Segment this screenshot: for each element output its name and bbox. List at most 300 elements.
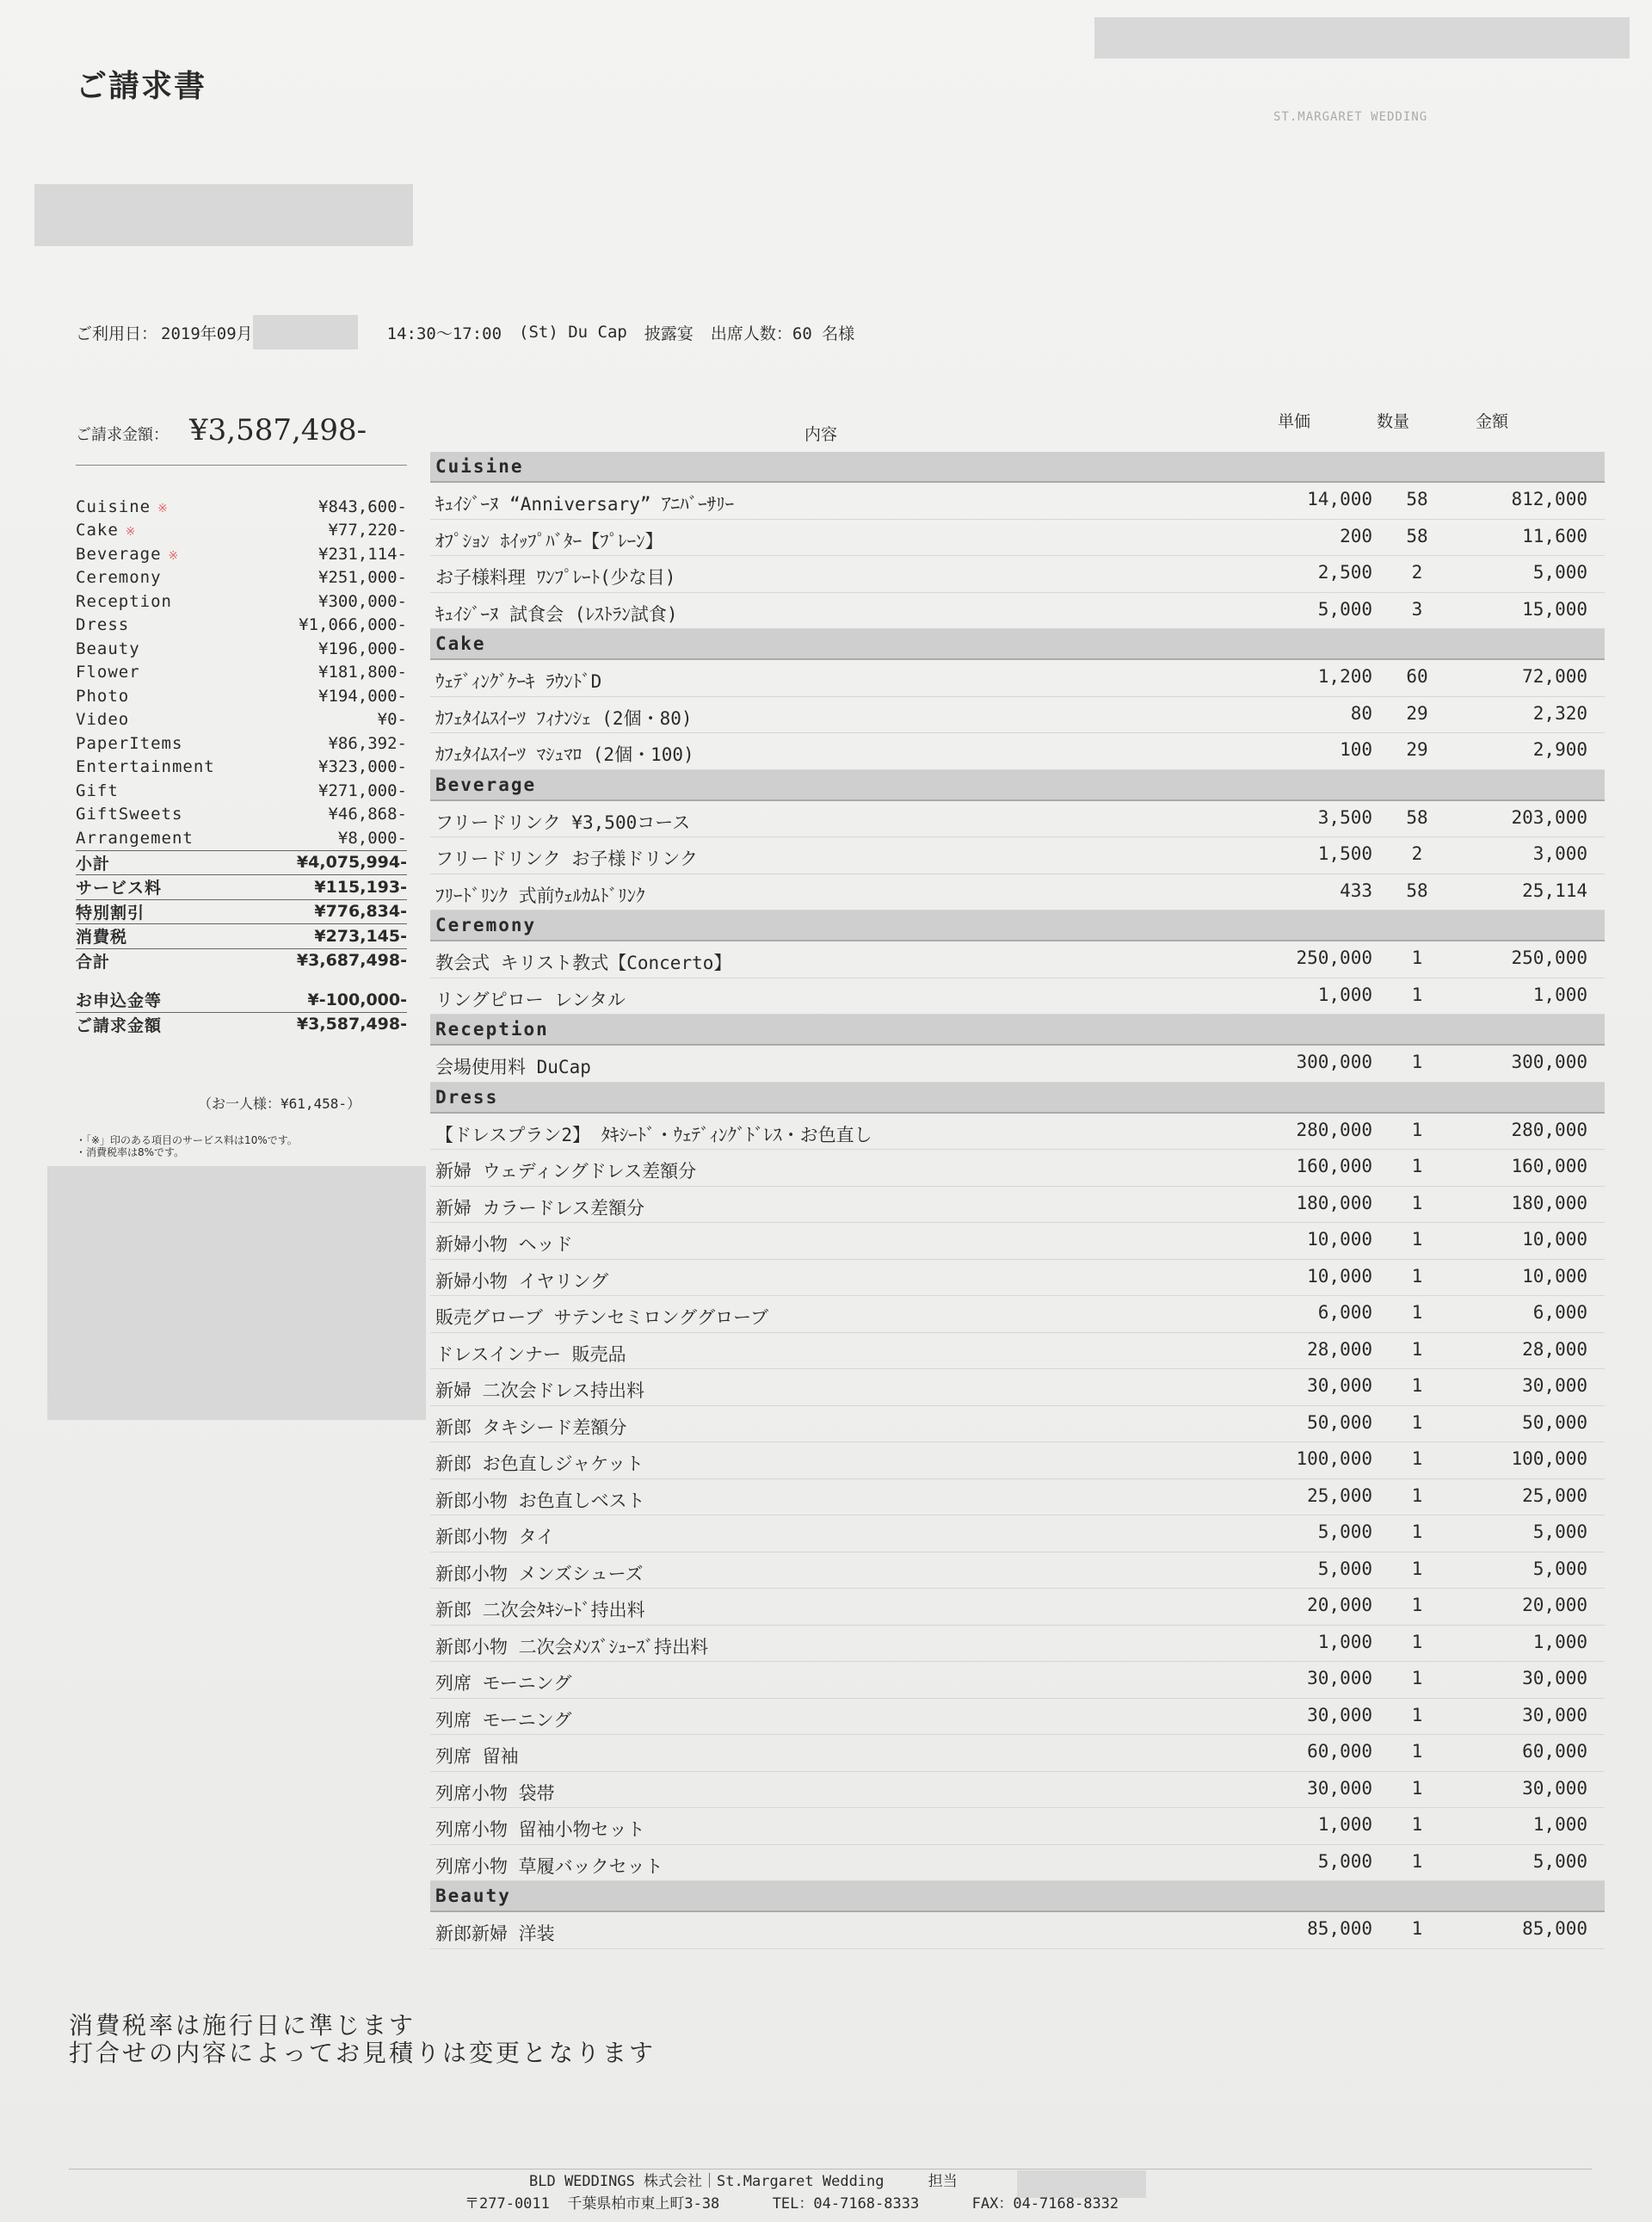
summary-label bbox=[76, 497, 169, 516]
footnote-line: 消費税率は施行日に準じます bbox=[69, 2011, 416, 2040]
table-row bbox=[430, 1699, 1605, 1736]
item-name: ドレスインナー 販売品 bbox=[435, 1343, 626, 1365]
summary-value: ¥77,220- bbox=[328, 521, 407, 540]
usage-attendance: 出席人数：60 名様 bbox=[710, 324, 855, 343]
per-person-amount: （お一人様：¥61,458-） bbox=[198, 1096, 361, 1112]
item-amount: 203,000 bbox=[1511, 806, 1587, 828]
item-quantity: 1 bbox=[1411, 1521, 1423, 1542]
item-quantity: 1 bbox=[1411, 1814, 1423, 1835]
item-quantity: 3 bbox=[1411, 598, 1423, 620]
note-line: ・「※」印のある項目のサービス料は10%です。 bbox=[76, 1134, 298, 1146]
usage-time: 14:30～17:00 bbox=[386, 324, 502, 343]
section-header: Ceremony bbox=[430, 910, 1605, 941]
table-row bbox=[430, 556, 1605, 593]
summary-row bbox=[76, 988, 407, 1012]
item-amount: 30,000 bbox=[1522, 1375, 1587, 1396]
item-amount: 160,000 bbox=[1511, 1156, 1587, 1176]
summary-label bbox=[76, 521, 137, 540]
summary-label bbox=[76, 757, 215, 776]
summary-row bbox=[76, 684, 407, 708]
item-name: お子様料理 ﾜﾝﾌﾟﾚｰﾄ(少な目) bbox=[435, 567, 676, 588]
item-amount: 28,000 bbox=[1522, 1338, 1587, 1360]
table-row bbox=[430, 593, 1605, 630]
item-quantity: 29 bbox=[1406, 702, 1428, 724]
summary-row bbox=[76, 850, 407, 875]
table-row bbox=[430, 1187, 1605, 1224]
table-row bbox=[430, 483, 1605, 520]
item-unit-price: 10,000 bbox=[1307, 1229, 1372, 1250]
item-amount: 1,000 bbox=[1532, 1814, 1587, 1835]
item-unit-price: 85,000 bbox=[1307, 1918, 1372, 1939]
item-amount: 30,000 bbox=[1522, 1777, 1587, 1799]
redacted-block bbox=[34, 184, 413, 246]
table-row bbox=[430, 1150, 1605, 1187]
item-amount: 2,900 bbox=[1532, 739, 1587, 760]
header-amount: 金額 bbox=[1476, 412, 1509, 431]
section-header: Beverage bbox=[430, 770, 1605, 801]
table-row bbox=[430, 1515, 1605, 1552]
item-name: 新婦 二次会ドレス持出料 bbox=[435, 1380, 645, 1401]
item-unit-price: 10,000 bbox=[1307, 1265, 1372, 1287]
summary-value: ¥251,000- bbox=[318, 568, 407, 588]
summary-value: ¥273,145- bbox=[314, 926, 407, 946]
item-quantity: 1 bbox=[1411, 1558, 1423, 1579]
section-header: Cake bbox=[430, 629, 1605, 660]
item-amount: 1,000 bbox=[1532, 1631, 1587, 1652]
item-name: ｶﾌｪﾀｲﾑｽｲｰﾂ ﾌｨﾅﾝｼｪ (2個・80) bbox=[435, 707, 693, 729]
table-row bbox=[430, 1772, 1605, 1809]
item-amount: 6,000 bbox=[1532, 1302, 1587, 1323]
service-mark-icon: ※ bbox=[168, 548, 180, 563]
item-quantity: 60 bbox=[1406, 666, 1428, 687]
item-quantity: 1 bbox=[1411, 1229, 1423, 1250]
item-quantity: 58 bbox=[1406, 806, 1428, 828]
item-unit-price: 250,000 bbox=[1296, 947, 1372, 968]
footer-company: BLD WEDDINGS 株式会社｜St.Margaret Wedding 担当 bbox=[529, 2173, 958, 2190]
summary-row bbox=[76, 614, 407, 638]
summary-label-text: Entertainment bbox=[76, 757, 215, 777]
item-unit-price: 300,000 bbox=[1296, 1052, 1372, 1072]
table-body bbox=[430, 452, 1605, 1949]
footnote-line: 打合せの内容によってお見積りは変更となります bbox=[69, 2039, 656, 2067]
usage-date: 2019年09月 bbox=[161, 324, 253, 343]
summary-label-text: 合計 bbox=[76, 952, 111, 972]
redacted-block bbox=[47, 1166, 426, 1420]
summary-row bbox=[76, 566, 407, 590]
item-amount: 5,000 bbox=[1532, 1558, 1587, 1579]
item-amount: 180,000 bbox=[1511, 1192, 1587, 1213]
item-quantity: 2 bbox=[1411, 562, 1423, 583]
summary-label bbox=[76, 687, 129, 706]
item-unit-price: 30,000 bbox=[1307, 1375, 1372, 1396]
summary-label bbox=[76, 615, 129, 634]
item-unit-price: 30,000 bbox=[1307, 1777, 1372, 1799]
summary-row bbox=[76, 637, 407, 661]
summary-value: ¥1,066,000- bbox=[299, 615, 407, 635]
summary-label-text: 消費税 bbox=[76, 928, 128, 947]
summary-label-text: Photo bbox=[76, 686, 130, 706]
section-header: Cuisine bbox=[430, 452, 1605, 483]
item-quantity: 1 bbox=[1411, 1741, 1423, 1762]
item-amount: 300,000 bbox=[1511, 1052, 1587, 1072]
table-row bbox=[430, 1296, 1605, 1333]
summary-label-text: お申込金等 bbox=[76, 991, 163, 1011]
item-unit-price: 100 bbox=[1340, 739, 1372, 760]
summary-row bbox=[76, 874, 407, 899]
item-amount: 1,000 bbox=[1532, 984, 1587, 1005]
item-name: ｷｭｲｼﾞｰﾇ 試食会 (ﾚｽﾄﾗﾝ試食) bbox=[435, 603, 678, 625]
item-quantity: 1 bbox=[1411, 1777, 1423, 1799]
table-row bbox=[430, 1912, 1605, 1949]
item-name: ｷｭｲｼﾞｰﾇ “Anniversary” ｱﾆﾊﾞｰｻﾘｰ bbox=[435, 494, 735, 515]
summary-row bbox=[76, 708, 407, 732]
summary-row bbox=[76, 826, 407, 850]
summary-label bbox=[76, 949, 110, 972]
item-name: フリードリンク ¥3,500コース bbox=[435, 812, 691, 833]
item-quantity: 1 bbox=[1411, 1595, 1423, 1615]
item-name: 新郎小物 タイ bbox=[435, 1527, 555, 1547]
section-header: Beauty bbox=[430, 1881, 1605, 1912]
summary-row bbox=[76, 542, 407, 566]
item-unit-price: 1,000 bbox=[1317, 1814, 1372, 1835]
table-row bbox=[430, 1626, 1605, 1663]
item-unit-price: 1,000 bbox=[1317, 1631, 1372, 1652]
usage-venue: (St) Du Cap bbox=[519, 323, 627, 342]
logo-watermark: ST.MARGARET WEDDING bbox=[1273, 110, 1428, 124]
item-amount: 11,600 bbox=[1522, 525, 1587, 546]
service-mark-icon: ※ bbox=[125, 525, 137, 540]
table-row bbox=[430, 1662, 1605, 1699]
item-quantity: 1 bbox=[1411, 1448, 1423, 1469]
item-amount: 3,000 bbox=[1532, 843, 1587, 864]
summary-label bbox=[76, 639, 140, 658]
item-quantity: 2 bbox=[1411, 843, 1423, 864]
item-unit-price: 60,000 bbox=[1307, 1741, 1372, 1762]
item-unit-price: 28,000 bbox=[1307, 1338, 1372, 1360]
summary-value: ¥196,000- bbox=[318, 639, 407, 658]
summary-label-text: Gift bbox=[76, 781, 119, 800]
summary-value: ¥86,392- bbox=[328, 733, 407, 753]
item-name: ｵﾌﾟｼｮﾝ ﾎｲｯﾌﾟﾊﾞﾀｰ【ﾌﾟﾚｰﾝ】 bbox=[435, 530, 663, 552]
item-unit-price: 80 bbox=[1350, 702, 1372, 724]
item-unit-price: 5,000 bbox=[1317, 598, 1372, 620]
summary-label-text: PaperItems bbox=[76, 733, 183, 753]
table-row bbox=[430, 837, 1605, 874]
invoice-title: ご請求書 bbox=[76, 69, 207, 104]
table-row bbox=[430, 1552, 1605, 1589]
table-row bbox=[430, 520, 1605, 557]
item-amount: 280,000 bbox=[1511, 1119, 1587, 1140]
item-unit-price: 433 bbox=[1340, 880, 1372, 901]
item-quantity: 1 bbox=[1411, 1375, 1423, 1396]
item-unit-price: 5,000 bbox=[1317, 1558, 1372, 1579]
item-name: 新婦小物 ヘッド bbox=[435, 1234, 573, 1255]
table-header bbox=[430, 409, 1605, 452]
summary-row bbox=[76, 899, 407, 924]
item-amount: 812,000 bbox=[1511, 489, 1587, 509]
billing-amount bbox=[76, 413, 407, 447]
item-amount: 10,000 bbox=[1522, 1265, 1587, 1287]
item-name: 新郎新婦 洋装 bbox=[435, 1923, 555, 1944]
item-name: 会場使用料 DuCap bbox=[435, 1057, 591, 1077]
item-quantity: 1 bbox=[1411, 947, 1423, 968]
summary-label-text: Cake bbox=[76, 521, 119, 540]
item-name: 列席小物 袋帯 bbox=[435, 1782, 555, 1804]
item-name: 列席 モーニング bbox=[435, 1673, 572, 1694]
summary-label bbox=[76, 545, 179, 564]
table-row bbox=[430, 1046, 1605, 1083]
table-row bbox=[430, 978, 1605, 1015]
item-name: 列席 モーニング bbox=[435, 1709, 572, 1731]
table-row bbox=[430, 941, 1605, 978]
notes bbox=[76, 1134, 298, 1158]
item-unit-price: 30,000 bbox=[1307, 1668, 1372, 1688]
item-unit-price: 280,000 bbox=[1296, 1119, 1372, 1140]
summary-list bbox=[76, 495, 407, 1036]
item-unit-price: 1,500 bbox=[1317, 843, 1372, 864]
service-mark-icon: ※ bbox=[157, 501, 169, 515]
summary-label-text: Dress bbox=[76, 615, 130, 635]
table-row bbox=[430, 660, 1605, 697]
item-unit-price: 6,000 bbox=[1317, 1302, 1372, 1323]
item-quantity: 1 bbox=[1411, 1850, 1423, 1872]
summary-row bbox=[76, 731, 407, 756]
summary-label-text: Flower bbox=[76, 663, 140, 682]
summary-label bbox=[76, 710, 129, 729]
item-unit-price: 3,500 bbox=[1317, 806, 1372, 828]
summary-row bbox=[76, 923, 407, 948]
summary-label bbox=[76, 875, 162, 898]
summary-label bbox=[76, 734, 182, 753]
section-header: Dress bbox=[430, 1083, 1605, 1114]
item-quantity: 1 bbox=[1411, 1052, 1423, 1072]
item-amount: 5,000 bbox=[1532, 562, 1587, 583]
summary-label-text: GiftSweets bbox=[76, 805, 183, 824]
item-name: 教会式 キリスト教式【Concerto】 bbox=[435, 953, 732, 973]
item-name: 列席小物 留袖小物セット bbox=[435, 1819, 645, 1840]
item-quantity: 29 bbox=[1406, 739, 1428, 760]
item-unit-price: 1,000 bbox=[1317, 984, 1372, 1005]
item-name: 新婦小物 イヤリング bbox=[435, 1270, 609, 1292]
item-unit-price: 100,000 bbox=[1296, 1448, 1372, 1469]
item-quantity: 1 bbox=[1411, 1119, 1423, 1140]
item-name: 新郎 タキシード差額分 bbox=[435, 1417, 627, 1438]
item-amount: 85,000 bbox=[1522, 1918, 1587, 1939]
item-unit-price: 20,000 bbox=[1307, 1595, 1372, 1615]
summary-row bbox=[76, 495, 407, 519]
item-name: ﾌﾘｰﾄﾞﾘﾝｸ 式前ｳｪﾙｶﾑﾄﾞﾘﾝｸ bbox=[435, 885, 645, 906]
summary-row bbox=[76, 661, 407, 685]
item-name: 【ドレスプラン2】 ﾀｷｼｰﾄﾞ・ｳｪﾃﾞｨﾝｸﾞﾄﾞﾚｽ・お色直し bbox=[435, 1124, 872, 1145]
summary-value: ¥271,000- bbox=[318, 781, 407, 800]
usage-date-label: ご利用日： bbox=[76, 324, 158, 343]
summary-value: ¥843,600- bbox=[318, 497, 407, 516]
item-name: 新婦 ウェディングドレス差額分 bbox=[435, 1161, 697, 1182]
item-quantity: 1 bbox=[1411, 1411, 1423, 1433]
item-quantity: 1 bbox=[1411, 1704, 1423, 1725]
item-name: ｳｪﾃﾞｨﾝｸﾞｹｰｷ ﾗｳﾝﾄﾞD bbox=[435, 671, 602, 692]
item-unit-price: 50,000 bbox=[1307, 1411, 1372, 1433]
item-amount: 20,000 bbox=[1522, 1595, 1587, 1615]
summary-value: ¥181,800- bbox=[318, 663, 407, 682]
item-quantity: 1 bbox=[1411, 1265, 1423, 1287]
summary-label-text: Ceremony bbox=[76, 568, 162, 588]
note-line: ・消費税率は8%です。 bbox=[76, 1146, 185, 1158]
header-content: 内容 bbox=[804, 425, 838, 444]
item-name: 新郎 二次会ﾀｷｼｰﾄﾞ持出料 bbox=[435, 1600, 645, 1620]
item-name: 新郎 お色直しジャケット bbox=[435, 1454, 644, 1474]
item-quantity: 1 bbox=[1411, 1484, 1423, 1506]
summary-row bbox=[76, 1012, 407, 1037]
summary-row bbox=[76, 519, 407, 543]
summary-value: ¥4,075,994- bbox=[296, 853, 407, 873]
item-quantity: 1 bbox=[1411, 1918, 1423, 1939]
summary-value: ¥776,834- bbox=[314, 902, 407, 922]
billing-amount-value: ¥3,587,498- bbox=[189, 413, 367, 447]
summary-label bbox=[76, 1013, 162, 1036]
summary-label-text: 特別割引 bbox=[76, 903, 145, 923]
billing-amount-label: ご請求金額： bbox=[76, 426, 169, 444]
table-row bbox=[430, 1369, 1605, 1406]
summary-label bbox=[76, 568, 162, 587]
item-amount: 25,114 bbox=[1522, 880, 1587, 901]
summary-label-text: Cuisine bbox=[76, 497, 151, 516]
summary-value: ¥3,687,498- bbox=[296, 951, 407, 971]
summary-row bbox=[76, 803, 407, 827]
item-unit-price: 5,000 bbox=[1317, 1521, 1372, 1542]
table-row bbox=[430, 1808, 1605, 1845]
item-unit-price: 2,500 bbox=[1317, 562, 1372, 583]
section-header: Reception bbox=[430, 1015, 1605, 1046]
summary-label-text: ご請求金額 bbox=[76, 1015, 163, 1035]
table-row bbox=[430, 874, 1605, 911]
item-unit-price: 160,000 bbox=[1296, 1156, 1372, 1176]
summary-value: ¥3,587,498- bbox=[296, 1015, 407, 1034]
table-row bbox=[430, 801, 1605, 838]
summary-value: ¥231,114- bbox=[318, 544, 407, 564]
footnote bbox=[69, 2012, 656, 2067]
summary-label bbox=[76, 829, 194, 848]
summary-label bbox=[76, 592, 172, 611]
item-name: ｶﾌｪﾀｲﾑｽｲｰﾂ ﾏｼｭﾏﾛ (2個・100) bbox=[435, 744, 694, 765]
table-row bbox=[430, 1479, 1605, 1516]
summary-row bbox=[76, 948, 407, 973]
redacted-block bbox=[253, 315, 358, 349]
summary-label-text: サービス料 bbox=[76, 879, 163, 898]
item-name: 新郎小物 お色直しベスト bbox=[435, 1490, 645, 1511]
usage-info bbox=[76, 315, 872, 349]
summary-label-text: Reception bbox=[76, 591, 172, 611]
table-row bbox=[430, 1735, 1605, 1772]
item-name: 新郎小物 メンズシューズ bbox=[435, 1563, 644, 1584]
item-unit-price: 5,000 bbox=[1317, 1850, 1372, 1872]
table-row bbox=[430, 733, 1605, 770]
line-items-table bbox=[430, 409, 1605, 1949]
header-quantity: 数量 bbox=[1377, 412, 1410, 431]
item-amount: 100,000 bbox=[1511, 1448, 1587, 1469]
summary-label-text: Beverage bbox=[76, 544, 162, 564]
table-row bbox=[430, 1442, 1605, 1479]
summary-row bbox=[76, 756, 407, 780]
item-quantity: 1 bbox=[1411, 1668, 1423, 1688]
summary-value: ¥46,868- bbox=[328, 805, 407, 824]
summary-label-text: 小計 bbox=[76, 854, 111, 873]
summary-row bbox=[76, 589, 407, 614]
summary-label-text: Arrangement bbox=[76, 828, 194, 848]
summary-value: ¥323,000- bbox=[318, 757, 407, 777]
divider bbox=[76, 465, 407, 466]
table-row bbox=[430, 1406, 1605, 1443]
item-name: 新郎小物 二次会ﾒﾝｽﾞｼｭｰｽﾞ持出料 bbox=[435, 1636, 709, 1657]
summary-value: ¥8,000- bbox=[337, 828, 407, 848]
summary-label bbox=[76, 988, 162, 1011]
summary-label bbox=[76, 900, 145, 923]
item-amount: 250,000 bbox=[1511, 947, 1587, 968]
summary-label bbox=[76, 851, 110, 874]
table-row bbox=[430, 1589, 1605, 1626]
item-unit-price: 1,200 bbox=[1317, 666, 1372, 687]
item-name: フリードリンク お子様ドリンク bbox=[435, 849, 698, 869]
item-amount: 25,000 bbox=[1522, 1484, 1587, 1506]
summary-value: ¥300,000- bbox=[318, 591, 407, 611]
table-row bbox=[430, 1333, 1605, 1370]
item-unit-price: 200 bbox=[1340, 525, 1372, 546]
summary-label-text: Beauty bbox=[76, 639, 140, 658]
summary-label bbox=[76, 924, 127, 947]
usage-event: 披露宴 bbox=[644, 324, 693, 343]
item-quantity: 1 bbox=[1411, 984, 1423, 1005]
summary-label-text: Video bbox=[76, 710, 130, 730]
item-quantity: 1 bbox=[1411, 1338, 1423, 1360]
summary-label bbox=[76, 805, 182, 824]
summary-label bbox=[76, 781, 119, 800]
redacted-block bbox=[1094, 17, 1630, 59]
item-quantity: 1 bbox=[1411, 1631, 1423, 1652]
item-unit-price: 25,000 bbox=[1307, 1484, 1372, 1506]
item-amount: 72,000 bbox=[1522, 666, 1587, 687]
item-quantity: 58 bbox=[1406, 525, 1428, 546]
item-amount: 50,000 bbox=[1522, 1411, 1587, 1433]
item-unit-price: 14,000 bbox=[1307, 489, 1372, 509]
summary-value: ¥115,193- bbox=[314, 877, 407, 897]
summary-value: ¥194,000- bbox=[318, 686, 407, 706]
item-name: リングピロー レンタル bbox=[435, 989, 626, 1010]
item-quantity: 1 bbox=[1411, 1156, 1423, 1176]
summary-value: ¥-100,000- bbox=[307, 990, 407, 1009]
item-amount: 30,000 bbox=[1522, 1668, 1587, 1688]
footer-address: 〒277-0011 千葉県柏市東上町3-38 TEL：04-7168-8333 FAX：04-7168-8332 bbox=[465, 2195, 1119, 2213]
header-unit-price: 単価 bbox=[1278, 412, 1311, 431]
item-unit-price: 30,000 bbox=[1307, 1704, 1372, 1725]
table-row bbox=[430, 1223, 1605, 1260]
table-row bbox=[430, 697, 1605, 734]
item-amount: 10,000 bbox=[1522, 1229, 1587, 1250]
summary-label bbox=[76, 663, 140, 682]
table-row bbox=[430, 1845, 1605, 1882]
item-quantity: 1 bbox=[1411, 1302, 1423, 1323]
item-amount: 5,000 bbox=[1532, 1521, 1587, 1542]
table-row bbox=[430, 1260, 1605, 1297]
item-amount: 60,000 bbox=[1522, 1741, 1587, 1762]
table-row bbox=[430, 1114, 1605, 1151]
item-unit-price: 180,000 bbox=[1296, 1192, 1372, 1213]
item-quantity: 58 bbox=[1406, 489, 1428, 509]
summary-row bbox=[76, 779, 407, 803]
summary-value: ¥0- bbox=[377, 710, 407, 730]
item-amount: 5,000 bbox=[1532, 1850, 1587, 1872]
item-name: 販売グローブ サテンセミロンググローブ bbox=[435, 1307, 769, 1328]
item-amount: 2,320 bbox=[1532, 702, 1587, 724]
